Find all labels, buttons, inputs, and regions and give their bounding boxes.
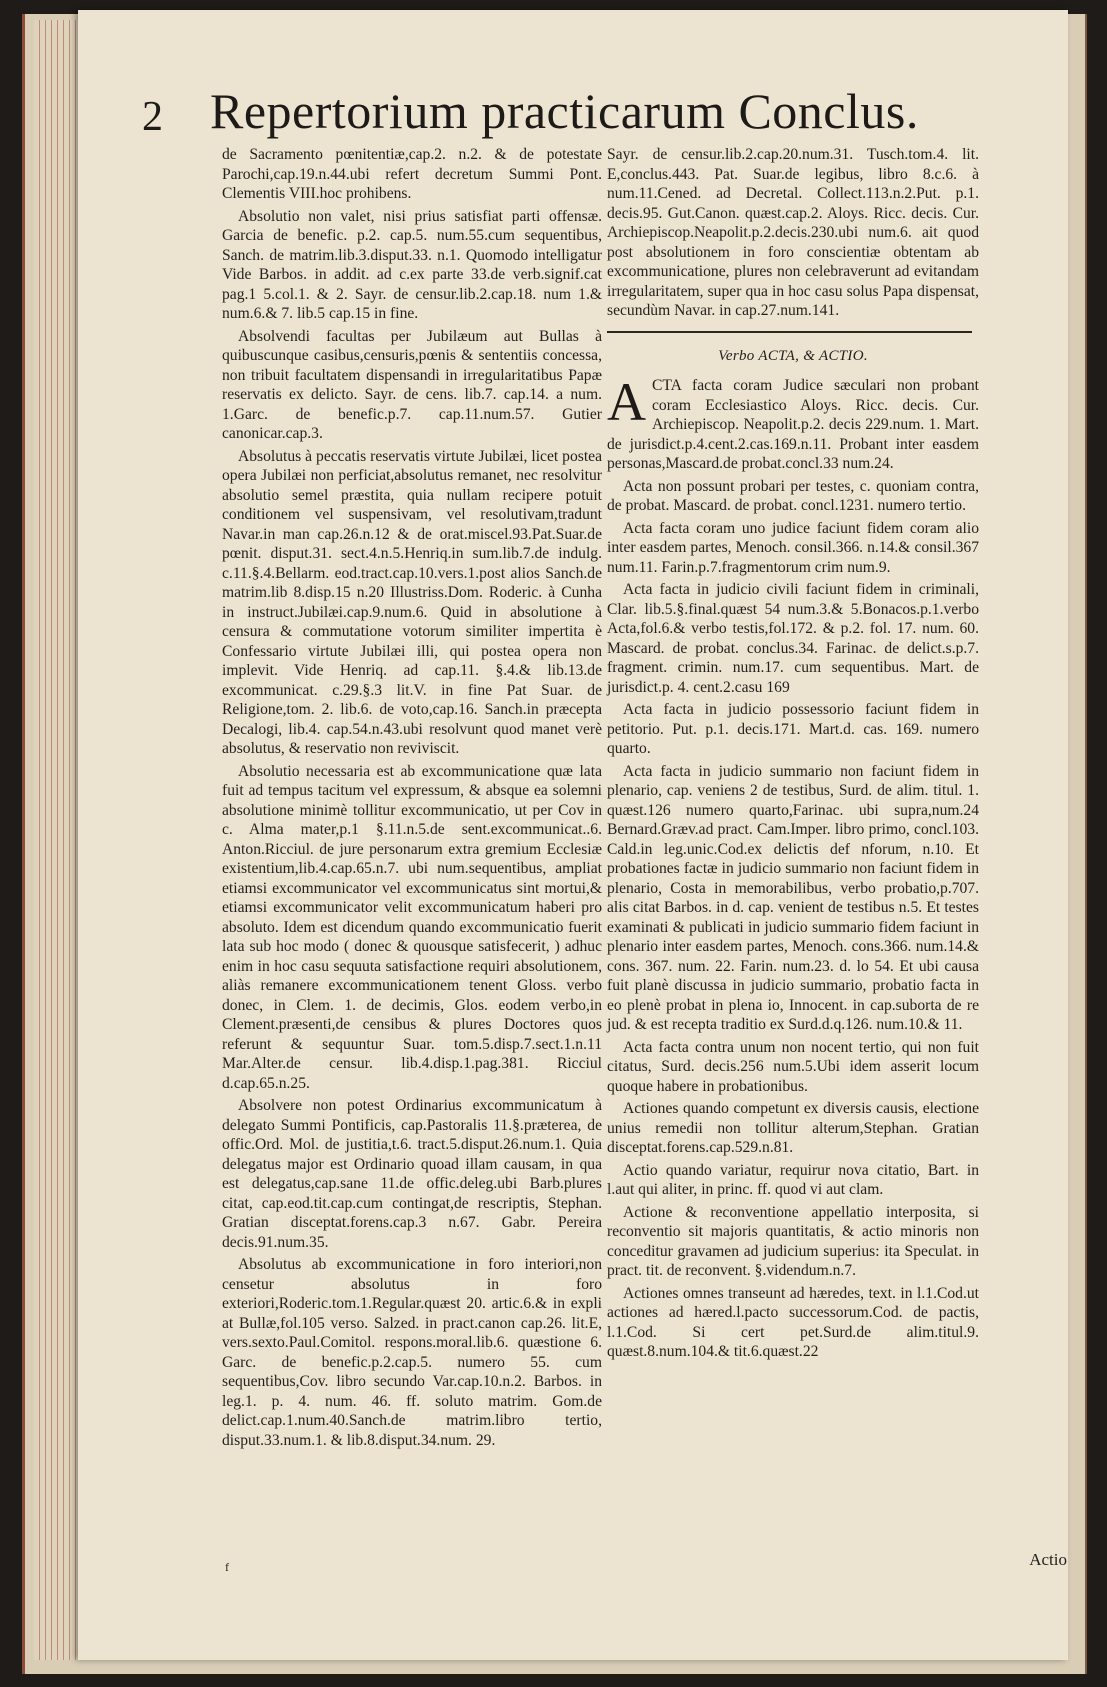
right-paragraph: [607, 372, 979, 474]
right-paragraph: Actio quando variatur, requirur nova citatio, Bart. in l.aut qui aliter, in princ. ff. quod vi aut clam.: [607, 1161, 979, 1198]
right-paragraph: Actione & reconventione appellatio interposita, si reconventio sit majoris quantitatis, & actio minoris non conceditur gravamen ad judicium superius: ita Speculat. in pract. tit. de reconvent. §.videndum.n.7.: [607, 1203, 979, 1279]
page-number: 2: [142, 94, 163, 140]
right-column: [607, 145, 979, 1365]
right-continuation: Sayr. de censur.lib.2.cap.20.num.31. Tusch.tom.4. lit. E,conclus.443. Pat. Suar.de legibus, libro 8.c.6. à num.11.Cened. ad Decretal. Collect.113.n.2.Put. p.1. decis.95. Gut.Canon. quæst.cap.2. Aloys. Ricc. decis. Cur. Archiepiscop.Neapolit.p.2.decis.230.ubi num.6. ait quod post absolutionem in foro conscientiæ obtentam ab excommunicatione, plures non celebraverunt ad evitandam irregularitatem, super qua in hoc casu solus Papa dispensat, secundùm Navar. in cap.27.num.141.: [607, 146, 979, 319]
left-paragraph: Absolutus à peccatis reservatis virtute Jubilæi, licet postea opera Jubilæi non perficiat,absolutus remanet, nec resolvitur absolutio semel præstita, quia nullam recipere potuit conditionem vel suspensivam, vel resolutivam,tradunt Navar.in man cap.26.n.12 & de orat.miscel.93.Pat.Suar.de pœnit. disput.31. sect.4.n.5.Henriq.in sum.lib.7.de indulg. c.11.§.4.Bellarm. eod.tract.cap.10.vers.1.post alios Sanch.de matrim.lib 8.disp.15 n.20 Illustriss.Dom. Roderic. à Cunha in instruct.Jubilæi.cap.9.num.6. Quid in absolutione à censura & commutatione votorum similiter impertita è Confessario virtute Jubilæi illi, qui postea opera non implevit. Vide Henriq. ad cap.11. §.4.& lib.13.de excommunicat. c.29.§.3 lit.V. in fine Pat Suar. de Religione,tom. 2. lib.6. de voto,cap.16. Sanch.in præcepta Decalogi, lib.4. cap.54.n.43.ubi resolvunt quod manet verè absolutus, & reservatio non reviviscit.: [222, 447, 602, 757]
right-paragraph-text: CTA facta coram Judice sæculari non probant coram Ecclesiastico Aloys. Ricc. decis. Cur. Archiepiscop. Neapolit.p.2. decis 229.num. 1. Mart. de jurisdict.p.4.cent.2.cas.169.n.11. Probant inter easdem personas,Mascard.de probat.concl.33 num.24.: [607, 377, 979, 472]
left-paragraph: de Sacramento pœnitentiæ,cap.2. n.2. & de potestate Parochi,cap.19.n.44.ubi refert decretum Summi Pont. Clementis VIII.hoc prohibens.: [222, 146, 602, 202]
left-column: [222, 145, 602, 1453]
left-paragraph: Absolvere non potest Ordinarius excommunicatum à delegato Summi Pontificis, cap.Pastoralis 11.§.præterea, de offic.Ord. Mol. de justitia,t.6. tract.5.disput.26.num.1. Quia delegatus major est Ordinario quoad illam causam, in qua est delegatus,cap.sane 11.de offic.deleg.ubi Barb.plures citat, cap.eod.tit.cap.cum contingat,de rescriptis, Stephan. Gratian disceptat.forens.cap.3 n.67. Gabr. Pereira decis.91.num.35.: [222, 1097, 602, 1251]
catchword: Actio: [1029, 1550, 1067, 1569]
left-paragraph: Absolutio necessaria est ab excommunicatione quæ lata fuit ad tempus tacitum vel expressum, & absque ea solemni absolutione minimè tollitur excommunicatio, ut per Cov in c. Alma mater,p.1 §.11.n.5.de sent.excommunicat..6. Anton.Ricciul. de jure personarum extra gremium Ecclesiæ existentium,lib.4.cap.65.n.7. ubi num.sequentibus, ampliat etiamsi excommunicator vel excommunicatus sint mortui,& etiamsi excommunicator velit excommunicatum haberi pro absoluto. Idem est dicendum quando excommunicatio fuerit lata sub hoc modo ( donec & quousque satisfecerit, ) adhuc enim in hoc casu sequuta satisfactione requiri absolutionem, aliàs remanere excommunicationem tenent Gloss. verbo donec, in Clem. 1. de decimis, Glos. eodem verbo,in Clement.præsenti,de censibus & plures Doctores quos referunt & sequuntur Suar. tom.5.disp.7.sect.1.n.11 Mar.Alter.de censur. lib.4.disp.1.pag.381. Ricciul d.cap.65.n.25.: [222, 762, 602, 1092]
section-rule: [607, 331, 972, 333]
section-heading: Verbo ACTA, & ACTIO.: [718, 347, 868, 364]
right-paragraph: Actiones omnes transeunt ad hæredes, text. in l.1.Cod.ut actiones ad hæred.l.pacto successorum.Cod. de pactis, l.1.Cod. Si cert pet.Surd.de alim.titul.9. quæst.8.num.104.& tit.6.quæst.22: [607, 1284, 979, 1360]
running-title: Repertorium practicarum Conclus.: [210, 83, 919, 139]
right-paragraph: Acta facta in judicio summario non faciunt fidem in plenario, cap. veniens 2 de testibus, Surd. de alim. titul. 1. quæst.126 numero quarto,Farinac. ubi supra,num.24 Bernard.Græv.ad pract. Cam.Imper. libro primo, concl.103. Cald.in leg.unic.Cod.ex delictis def nforum, n.10. Et probationes factæ in judicio summario non faciunt fidem in plenario, Costa in memorabilibus, verbo probatio,p.707. alis citat Barbos. in d. cap. venient de testibus n.5. Et testes examinati & publicati in judicio summario fidem faciunt in plenario inter easdem partes, Menoch. cons.366. num.14.& cons. 367. num. 22. Farin. num.23. d. lo 54. Et ubi causa fuit planè discussa in judicio summario, probatio facta in eo plenè probat in plena io, Innocent. in cap.suborta de re jud. & est recepta traditio ex Surd.d.q.126. num.10.& 11.: [607, 762, 979, 1033]
right-paragraph: Actiones quando competunt ex diversis causis, electione unius remedii non tollitur alterum,Stephan. Gratian disceptat.forens.cap.529.n.81.: [607, 1100, 979, 1156]
page-edges: [34, 20, 80, 1660]
signature-mark: f: [225, 1560, 229, 1574]
left-paragraph: Absolutus ab excommunicatione in foro interiori,non censetur absolutus in foro exteriori,Roderic.tom.1.Regular.quæst 20. artic.6.& in expli at Bullæ,fol.105 verso. Salzed. in pract.canon cap.26. lit.E, vers.sexto.Paul.Comitol. respons.moral.lib.6. quæstione 6. Garc. de benefic.p.2.cap.5. numero 55. cum sequentibus,Cov. libro secundo Var.cap.10.n.2. Barbos. in leg.1. p. 4. num. 46. ff. soluto matrim. Gom.de delict.cap.1.num.40.Sanch.de matrim.libro tertio, disput.33.num.1. & lib.8.disput.34.num. 29.: [222, 1256, 602, 1449]
drop-cap: A: [607, 372, 646, 432]
right-paragraph: Acta facta in judicio civili faciunt fidem in criminali, Clar. lib.5.§.final.quæst 54 num.3.& 5.Bonacos.p.1.verbo Acta,fol.6.& verbo testis,fol.172. & p.2. fol. 17. num. 60. Mascard. de probat. conclus.34. Farinac. de delict.s.p.7. fragment. crimin. num.17. cum sequentibus. Mart. de jurisdict.p. 4. cent.2.casu 169: [607, 581, 979, 696]
right-paragraph: Acta facta coram uno judice faciunt fidem coram alio inter easdem partes, Menoch. consil.366. n.14.& consil.367 num.11. Farin.p.7.fragmentorum crim num.9.: [607, 519, 979, 576]
right-paragraph: Acta non possunt probari per testes, c. quoniam contra, de probat. Mascard. de probat. concl.1231. numero tertio.: [607, 477, 979, 514]
left-paragraph: Absolvendi facultas per Jubilæum aut Bullas à quibuscunque casibus,censuris,pœnis & sententiis concessa, non tribuit facultatem dispensandi in irregularitatibus Papæ reservatis ex delicto. Sayr. de cens. lib.7. cap.14. a num. 1.Garc. de benefic.p.7. cap.11.num.57. Gutier canonicar.cap.3.: [222, 327, 602, 442]
left-paragraph: Absolutio non valet, nisi prius satisfiat parti offensæ. Garcia de benefic. p.2. cap.5. num.55.cum sequentibus, Sanch. de matrim.lib.3.disput.33. n.1. Quomodo intelligatur Vide Barbos. in addit. ad c.ex parte 33.de verb.signif.cat pag.1 5.col.1. & 2. Sayr. de censur.lib.2.cap.18. num 1.& num.6.& 7. lib.5 cap.15 in fine.: [222, 207, 602, 322]
right-paragraph: Acta facta in judicio possessorio faciunt fidem in petitorio. Put. p.1. decis.171. Mart.d. cas. 169. numero quarto.: [607, 701, 979, 757]
right-paragraph: Acta facta contra unum non nocent tertio, qui non fuit citatus, Surd. decis.256 num.5.Ubi idem asserit locum quoque habere in probationibus.: [607, 1038, 979, 1095]
